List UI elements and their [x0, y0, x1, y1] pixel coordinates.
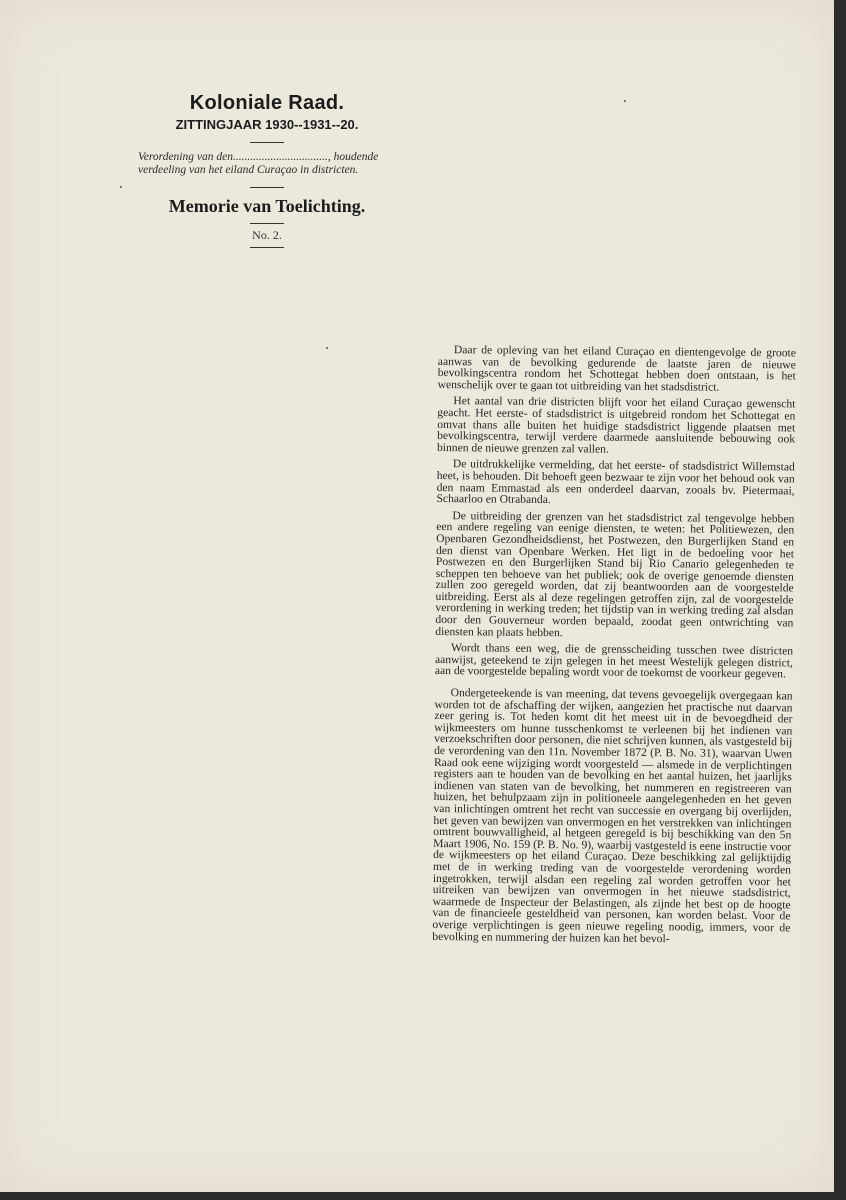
memorandum-body — [432, 344, 796, 951]
paper-speck — [624, 100, 626, 102]
document-header — [132, 92, 402, 256]
council-title: Koloniale Raad. — [189, 92, 345, 114]
scan-border-right — [834, 0, 846, 1200]
body-paragraph: Wordt thans een weg, die de grensscheiding tusschen twee districten aanwijst, geteekend te zijn gelegen in het meest Westelijk gelegen district, aan de voorgestelde bepaling wordt voor de toekomst de voorkeur gegeven. — [434, 641, 794, 681]
body-paragraph: Het aantal van drie districten blijft voor het eiland Curaçao gewenscht geacht. Het eerste- of stadsdistrict is uitgebreid rondom het Schottegat en omvat thans alle buiten het huidige stadsdistrict liggende plaatsen met bevolkingscentra, terwijl verdere daarmede aansluitende bebouwing ook binnen de nieuwe grenzen zal vallen. — [436, 394, 796, 456]
ordinance-subject: Verordening van den................................., houdende verdeeling van het eiland Curaçao in districten. — [138, 151, 379, 176]
divider — [250, 142, 284, 143]
body-paragraph: De uitbreiding der grenzen van het stadsdistrict zal tengevolge hebben een andere regeling van eenige diensten, te weten: het Politiewezen, den Openbaren Gezondheidsdienst, het Postwezen, den Burgerlijken Stand en den dienst van Openbare Werken. Het ligt in de bedoeling voor het Postwezen en den Burgerlijken Stand bij Rio Canario gelegenheden te scheppen ten behoeve van het publiek; ook de overige genoemde diensten zullen zoo geregeld worden, dat zij beantwoorden aan de voorgestelde uitbreiding. Eerst als al deze regelingen getroffen zijn, zal de voorgestelde verordening in werking treden; het tijdstip van in werking treding zal alsdan door den Gouverneur worden bepaald, zoodat geen ontwrichting van diensten kan plaats hebben. — [435, 508, 795, 639]
body-paragraph: Ondergeteekende is van meening, dat tevens gevoegelijk overgegaan kan worden tot de afschaffing der wijken, aangezien het practische nut daarvan zeer gering is. Tot heden komt dit het meest uit in de bevoegdheid der wijkmeesters om hunne tusschenkomst te verleenen bij het indienen van verzoekschriften door personen, die niet schrijven kunnen, als vastgesteld bij de verordening van den 11n. November 1872 (P. B. No. 31), waarvan Uwen Raad ook eene wijziging wordt voorgesteld — alsmede in de verplichtingen registers aan te houden van de bevolking en het aantal huizen, het jaarlijks indienen van staten van de bevolking, het nummeren en registreeren van huizen, het behulpzaam zijn in politioneele aangelegenheden en het geven van inlichtingen omtrent het recht van successie en overgang bij overlijden, het geven van bewijzen van onvermogen en het verstrekken van inlichtingen omtrent bouwvalligheid, al hetgeen geregeld is bij beschikking van den 5n Maart 1906, No. 159 (P. B. No. 9), waarbij vastgesteld is eene instructie voor de wijkmeesters op het eiland Curaçao. Deze beschikking zal gelijktijdig met de in werking treding van de voorgestelde verordening worden ingetrokken, terwijl alsdan een regeling zal worden getroffen voor het uitreiken van bewijzen van onvermogen in het nieuwe stadsdistrict, waarmede de Inspecteur der Belastingen, als zijnde het best op de hoogte van de financieele gesteldheid van personen, kan worden belast. Voor de overige verplichtingen is geen nieuwe regeling noodig, immers, voor de bevolking en nummering der huizen kan het bevol- — [432, 686, 793, 945]
scan-border-bottom — [0, 1192, 846, 1200]
paper-speck — [120, 186, 122, 188]
session-year: ZITTINGJAAR 1930--1931--20. — [175, 117, 359, 132]
paper-speck — [326, 347, 328, 349]
body-paragraph: De uitdrukkelijke vermelding, dat het eerste- of stadsdistrict Willemstad heet, is behouden. Dit behoeft geen bezwaar te zijn voor het behoud ook van den naam Emmastad als een onderdeel daarvan, zooals bv. Pietermaai, Schaarloo en Otrabanda. — [436, 457, 795, 507]
document-number: No. 2. — [252, 228, 282, 242]
body-paragraph: Daar de opleving van het eiland Curaçao en dientengevolge de groote aanwas van de bevolking gedurende de laatste jaren de nieuwe bevolkingscentra rondom het Schottegat hebben doen ontstaan, is het wenschelijk over te gaan tot uitbreiding van het stadsdistrict. — [437, 343, 796, 394]
divider — [250, 247, 284, 248]
divider — [250, 223, 284, 224]
document-title: Memorie van Toelichting. — [168, 196, 366, 216]
divider — [250, 187, 284, 188]
